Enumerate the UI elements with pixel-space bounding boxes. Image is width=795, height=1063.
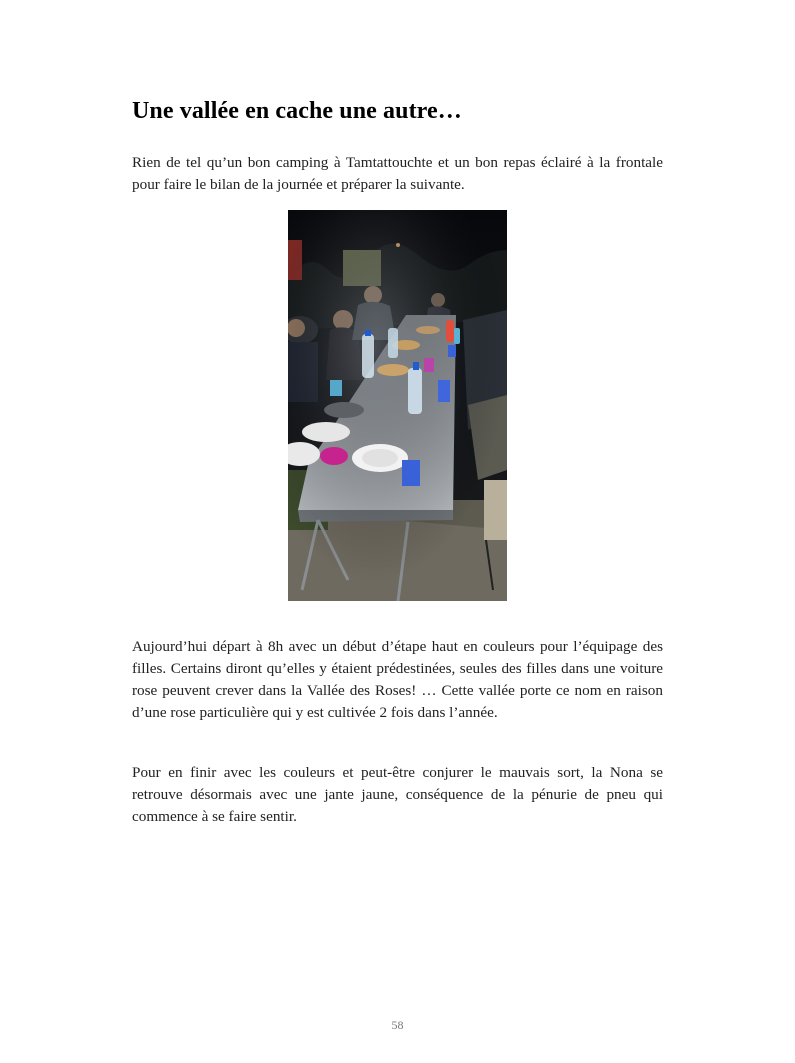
camping-dinner-photo bbox=[288, 210, 507, 601]
page-number: 58 bbox=[391, 1018, 404, 1032]
paragraph-departure: Aujourd’hui départ à 8h avec un début d’étape haut en couleurs pour l’équipage des filles. Certains diront qu’elles y étaient prédestinées, seules des filles dans une voiture rose peuvent crever dans la Vallée des Roses! … Cette vallée porte ce nom en raison d’une rose particulière qui y est cultivée 2 fois dans l’année. bbox=[132, 638, 663, 721]
page-title: Une vallée en cache une autre… bbox=[132, 98, 462, 124]
paragraph-yellow-rim: Pour en finir avec les couleurs et peut-être conjurer le mauvais sort, la Nona se retrouve désormais avec une jante jaune, conséquence de la pénurie de pneu qui commence à se faire sentir. bbox=[132, 764, 663, 825]
paragraph-intro: Rien de tel qu’un bon camping à Tamtattouchte et un bon repas éclairé à la frontale pour faire le bilan de la journée et préparer la suivante. bbox=[132, 154, 663, 193]
